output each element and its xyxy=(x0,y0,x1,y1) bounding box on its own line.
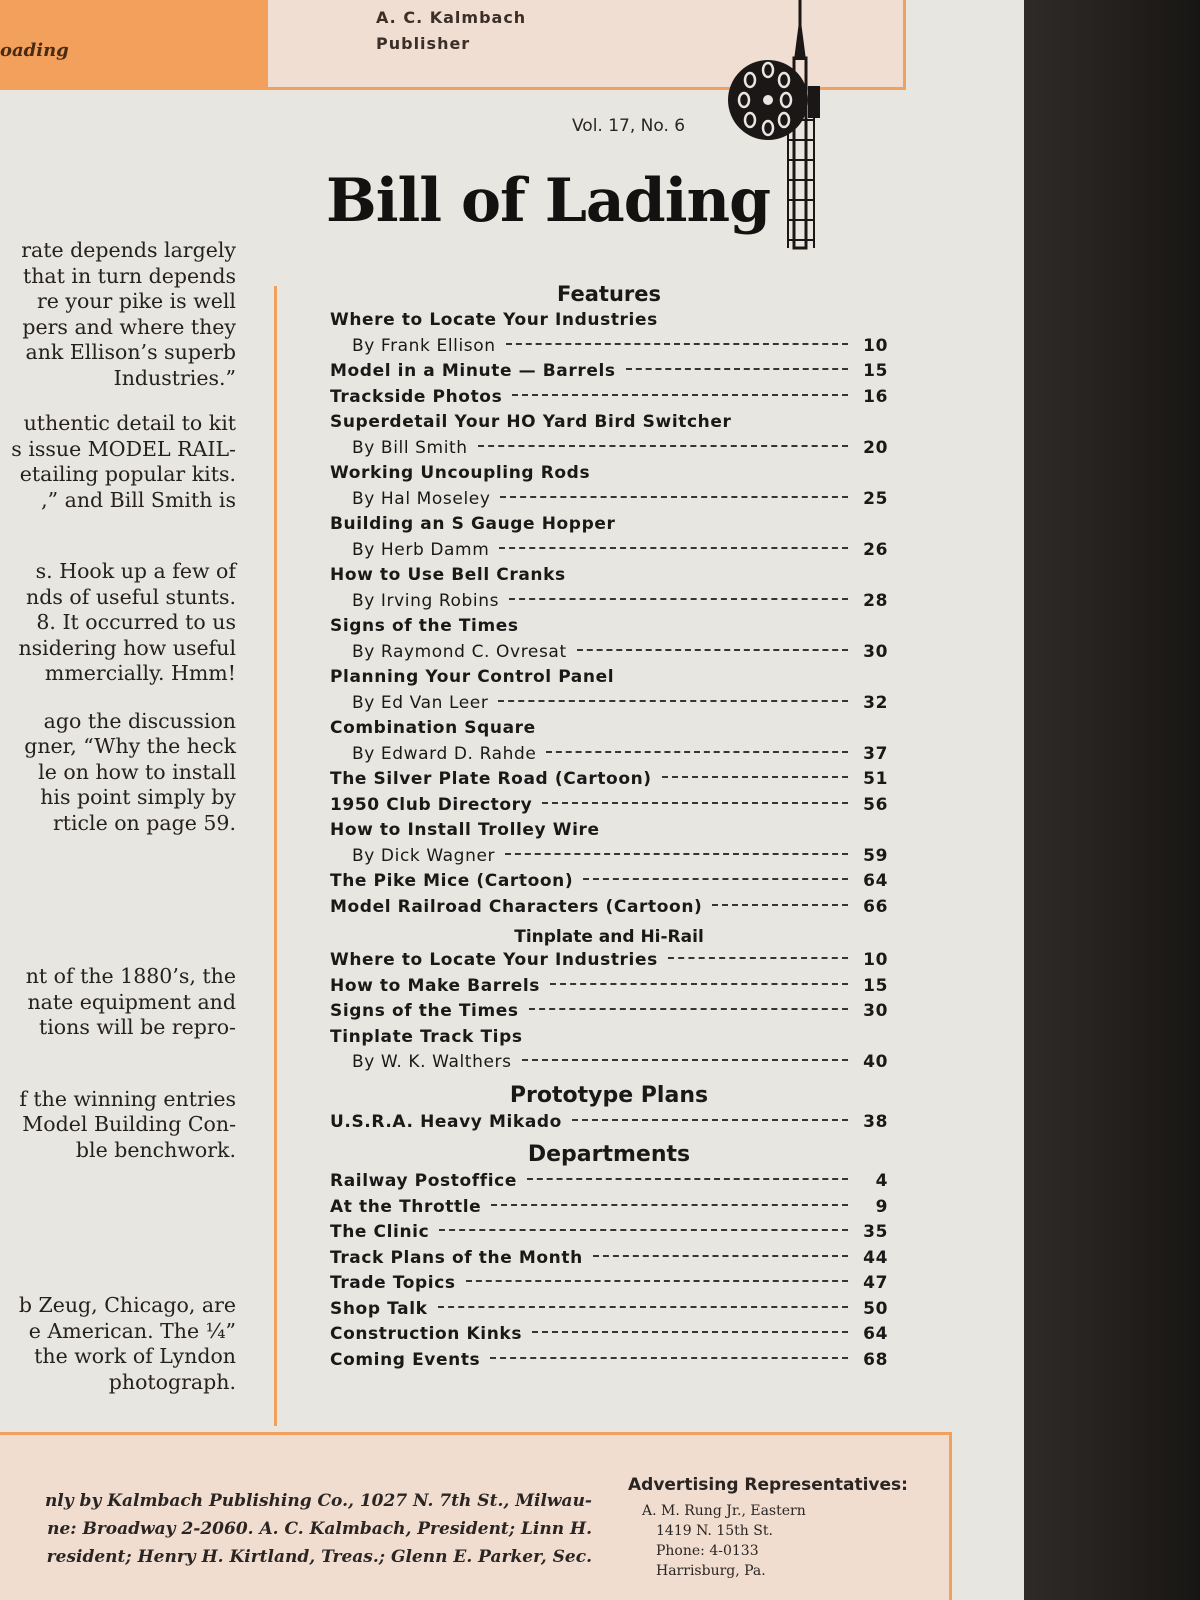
toc-entry xyxy=(330,818,888,844)
toc-title: Shop Talk xyxy=(330,1298,428,1319)
advertising-line: Phone: 4-0133 xyxy=(656,1543,759,1559)
toc-byline: By Bill Smith xyxy=(352,437,468,458)
editorial-paragraph xyxy=(0,559,236,687)
page-number: 40 xyxy=(863,1052,888,1072)
toc-byline: By W. K. Walthers xyxy=(352,1052,512,1072)
table-of-contents xyxy=(330,280,888,1373)
toc-title: Trackside Photos xyxy=(330,386,503,407)
masthead-orange-band xyxy=(0,0,268,90)
toc-title: Combination Square xyxy=(330,718,536,738)
toc-byline: By Raymond C. Ovresat xyxy=(352,641,567,662)
dot-leader xyxy=(506,343,848,345)
toc-title: The Silver Plate Road (Cartoon) xyxy=(330,769,652,789)
dot-leader xyxy=(509,598,848,600)
page-number: 15 xyxy=(863,975,888,996)
toc-entry xyxy=(330,334,888,360)
page-number: 9 xyxy=(875,1196,888,1217)
section-heading-prototype: Prototype Plans xyxy=(509,1082,709,1108)
toc-entry xyxy=(330,640,888,666)
toc-byline: By Dick Wagner xyxy=(352,845,496,866)
toc-entry xyxy=(330,716,888,742)
editorial-line: Industries.” xyxy=(113,365,236,390)
editorial-line: gner, “Why the heck xyxy=(24,734,236,758)
toc-byline: By Edward D. Rahde xyxy=(352,743,537,764)
tinplate-list xyxy=(330,948,888,1076)
editorial-line: etailing popular kits. xyxy=(19,462,236,486)
toc-title: Tinplate Track Tips xyxy=(330,1026,523,1047)
dot-leader xyxy=(438,1306,848,1308)
toc-title: Railway Postoffice xyxy=(330,1171,517,1191)
toc-entry xyxy=(330,1322,888,1348)
advertising-heading: Advertising Representatives: xyxy=(628,1475,908,1495)
editorial-line: the work of Lyndon xyxy=(34,1344,236,1368)
toc-byline: By Ed Van Leer xyxy=(352,692,489,713)
page-number: 30 xyxy=(863,641,888,662)
toc-entry xyxy=(330,589,888,615)
editorial-paragraph xyxy=(0,238,236,391)
toc-title: Signs of the Times xyxy=(330,616,519,636)
page-number: 66 xyxy=(863,896,888,917)
toc-title: 1950 Club Directory xyxy=(330,794,533,815)
editorial-line: b Zeug, Chicago, are xyxy=(18,1293,236,1317)
toc-entry xyxy=(330,793,888,819)
advertising-line: A. M. Rung Jr., Eastern xyxy=(642,1503,806,1519)
toc-entry xyxy=(330,1169,888,1195)
page-number: 68 xyxy=(863,1349,888,1370)
departments-list xyxy=(330,1169,888,1373)
page-number: 64 xyxy=(863,1324,888,1344)
editorial-paragraph xyxy=(0,411,236,513)
toc-entry xyxy=(330,487,888,513)
dot-leader xyxy=(490,1357,848,1359)
page-number: 20 xyxy=(863,437,888,458)
dot-leader xyxy=(498,700,848,702)
toc-entry xyxy=(330,436,888,462)
toc-byline: By Hal Moseley xyxy=(352,488,491,509)
page-number: 38 xyxy=(863,1111,888,1132)
editorial-line: ,” and Bill Smith is xyxy=(41,487,236,512)
dot-leader xyxy=(532,1331,848,1333)
dot-leader xyxy=(529,1008,848,1010)
page-number: 10 xyxy=(863,335,888,356)
toc-entry xyxy=(330,999,888,1025)
editorial-line: that in turn depends xyxy=(22,263,236,288)
toc-title: How to Make Barrels xyxy=(330,975,541,996)
editorial-paragraph xyxy=(0,1293,236,1395)
features-list xyxy=(330,308,888,920)
editorial-line: e American. The ¼” xyxy=(28,1318,236,1343)
publication-info-line: ne: Broadway 2-2060. A. C. Kalmbach, President; Linn H. xyxy=(47,1519,592,1539)
publisher-credit xyxy=(376,5,526,57)
toc-entry xyxy=(330,308,888,334)
toc-title: Where to Locate Your Industries xyxy=(330,310,658,330)
toc-title: U.S.R.A. Heavy Mikado xyxy=(330,1111,562,1132)
editorial-line: s. Hook up a few of xyxy=(35,559,236,583)
editorial-line: s issue MODEL RAIL- xyxy=(11,436,236,461)
toc-entry xyxy=(330,974,888,1000)
dot-leader xyxy=(593,1255,848,1257)
section-heading-tinplate: Tinplate and Hi-Rail xyxy=(514,927,704,947)
section-heading-departments: Departments xyxy=(527,1142,691,1167)
masthead-footer xyxy=(0,1432,952,1600)
toc-title: Working Uncoupling Rods xyxy=(330,463,591,483)
toc-title: How to Install Trolley Wire xyxy=(330,820,600,840)
section-heading-features: Features xyxy=(557,282,661,306)
toc-entry xyxy=(330,512,888,538)
toc-entry xyxy=(330,1025,888,1051)
toc-title: Model in a Minute — Barrels xyxy=(330,361,616,381)
toc-entry xyxy=(330,1050,888,1076)
editorial-line: mmercially. Hmm! xyxy=(44,661,236,685)
toc-entry xyxy=(330,359,888,385)
editorial-line: pers and where they xyxy=(22,314,236,339)
toc-title: Coming Events xyxy=(330,1349,481,1370)
editorial-line: nsidering how useful xyxy=(18,635,236,660)
editorial-paragraph xyxy=(0,709,236,837)
toc-title: Model Railroad Characters (Cartoon) xyxy=(330,896,703,917)
dot-leader xyxy=(466,1280,848,1282)
toc-entry xyxy=(330,1220,888,1246)
toc-entry xyxy=(330,691,888,717)
toc-entry xyxy=(330,665,888,691)
editorial-line: uthentic detail to kit xyxy=(23,411,236,435)
editorial-line: ank Ellison’s superb xyxy=(25,340,236,364)
advertising-contact xyxy=(642,1501,806,1581)
dot-leader xyxy=(500,496,848,498)
dot-leader xyxy=(668,957,848,959)
volume-number: Vol. 17, No. 6 xyxy=(572,116,686,136)
toc-title: At the Throttle xyxy=(330,1196,482,1217)
page-title: Bill of Lading xyxy=(326,166,771,236)
toc-entry xyxy=(330,844,888,870)
toc-byline: By Herb Damm xyxy=(352,539,490,560)
page-number: 59 xyxy=(863,845,888,866)
editorial-line: ago the discussion xyxy=(43,708,236,733)
editorial-line: 8. It occurred to us xyxy=(36,610,236,634)
editorial-line: nt of the 1880’s, the xyxy=(25,964,236,988)
page-number: 32 xyxy=(863,692,888,713)
column-divider xyxy=(274,286,277,1426)
toc-title: Planning Your Control Panel xyxy=(330,667,615,687)
toc-title: Superdetail Your HO Yard Bird Switcher xyxy=(330,412,732,432)
page-number: 4 xyxy=(875,1171,888,1191)
toc-entry xyxy=(330,1297,888,1323)
dot-leader xyxy=(527,1178,848,1180)
background-edge xyxy=(1024,0,1200,1600)
prototype-list xyxy=(330,1110,888,1136)
editorial-line: re your pike is well xyxy=(36,289,236,313)
page-number: 16 xyxy=(863,386,888,407)
dot-leader xyxy=(505,853,848,855)
page-number: 51 xyxy=(863,769,888,789)
toc-title: Track Plans of the Month xyxy=(330,1247,583,1268)
toc-title: Where to Locate Your Industries xyxy=(330,950,658,970)
page-number: 25 xyxy=(863,488,888,509)
dot-leader xyxy=(546,751,848,753)
toc-byline: By Irving Robins xyxy=(352,590,500,611)
dot-leader xyxy=(626,368,848,370)
toc-entry xyxy=(330,538,888,564)
dot-leader xyxy=(572,1119,848,1121)
dot-leader xyxy=(478,445,848,447)
page-number: 56 xyxy=(863,794,888,815)
toc-entry xyxy=(330,1271,888,1297)
editorial-line: rticle on page 59. xyxy=(52,810,236,835)
toc-entry xyxy=(330,461,888,487)
page-number: 30 xyxy=(863,1001,888,1021)
publication-info-line: nly by Kalmbach Publishing Co., 1027 N. 7th St., Milwau- xyxy=(44,1491,592,1511)
toc-entry xyxy=(330,895,888,921)
masthead-tagline: oading xyxy=(0,40,69,61)
publisher-name: A. C. Kalmbach xyxy=(376,8,527,27)
editorial-line: tions will be repro- xyxy=(38,1015,236,1039)
toc-entry xyxy=(330,410,888,436)
railway-signal-icon xyxy=(728,0,840,252)
toc-entry xyxy=(330,614,888,640)
page-number: 37 xyxy=(863,743,888,764)
dot-leader xyxy=(542,802,848,804)
editorial-paragraph xyxy=(0,964,236,1041)
toc-title: Construction Kinks xyxy=(330,1324,523,1344)
editorial-paragraph xyxy=(0,1087,236,1164)
editorial-line: ble benchwork. xyxy=(75,1137,236,1162)
toc-entry xyxy=(330,1246,888,1272)
editorial-line: photograph. xyxy=(108,1369,236,1394)
toc-title: Trade Topics xyxy=(330,1273,456,1293)
toc-title: Signs of the Times xyxy=(330,1001,519,1021)
dot-leader xyxy=(491,1204,848,1206)
editorial-line: le on how to install xyxy=(38,759,236,784)
editorial-line: his point simply by xyxy=(40,785,236,809)
publication-info xyxy=(0,1487,592,1571)
dot-leader xyxy=(712,904,848,906)
editorial-line: nds of useful stunts. xyxy=(26,584,236,609)
toc-entry xyxy=(330,742,888,768)
page-number: 28 xyxy=(863,590,888,611)
advertising-line: 1419 N. 15th St. xyxy=(656,1523,773,1539)
toc-title: The Clinic xyxy=(330,1222,430,1242)
page-number: 35 xyxy=(863,1222,888,1242)
toc-entry xyxy=(330,385,888,411)
publication-info-line: resident; Henry H. Kirtland, Treas.; Glenn E. Parker, Sec. xyxy=(46,1547,592,1567)
editorial-line: rate depends largely xyxy=(21,238,236,262)
dot-leader xyxy=(583,878,848,880)
page-number: 10 xyxy=(863,950,888,970)
advertising-line: Harrisburg, Pa. xyxy=(656,1563,766,1579)
dot-leader xyxy=(439,1229,848,1231)
page-number: 44 xyxy=(863,1247,888,1268)
toc-title: Building an S Gauge Hopper xyxy=(330,514,616,534)
dot-leader xyxy=(512,394,848,396)
toc-entry xyxy=(330,1195,888,1221)
dot-leader xyxy=(662,776,848,778)
publisher-role: Publisher xyxy=(376,34,471,53)
editorial-line: Model Building Con- xyxy=(22,1112,236,1136)
toc-entry xyxy=(330,1348,888,1374)
page-number: 64 xyxy=(863,871,888,891)
editorial-line: f the winning entries xyxy=(19,1086,236,1111)
toc-title: The Pike Mice (Cartoon) xyxy=(330,871,574,891)
toc-entry xyxy=(330,767,888,793)
dot-leader xyxy=(522,1059,848,1061)
editorial-line: nate equipment and xyxy=(27,989,236,1014)
editorial-column xyxy=(0,238,236,1395)
toc-byline: By Frank Ellison xyxy=(352,335,496,356)
page-number: 50 xyxy=(863,1298,888,1319)
page-number: 26 xyxy=(863,539,888,560)
toc-title: How to Use Bell Cranks xyxy=(330,565,566,585)
toc-entry xyxy=(330,948,888,974)
dot-leader xyxy=(499,547,848,549)
toc-entry xyxy=(330,869,888,895)
toc-entry xyxy=(330,563,888,589)
toc-entry xyxy=(330,1110,888,1136)
page-number: 15 xyxy=(863,361,888,381)
dot-leader xyxy=(577,649,848,651)
page-number: 47 xyxy=(863,1273,888,1293)
dot-leader xyxy=(550,983,848,985)
